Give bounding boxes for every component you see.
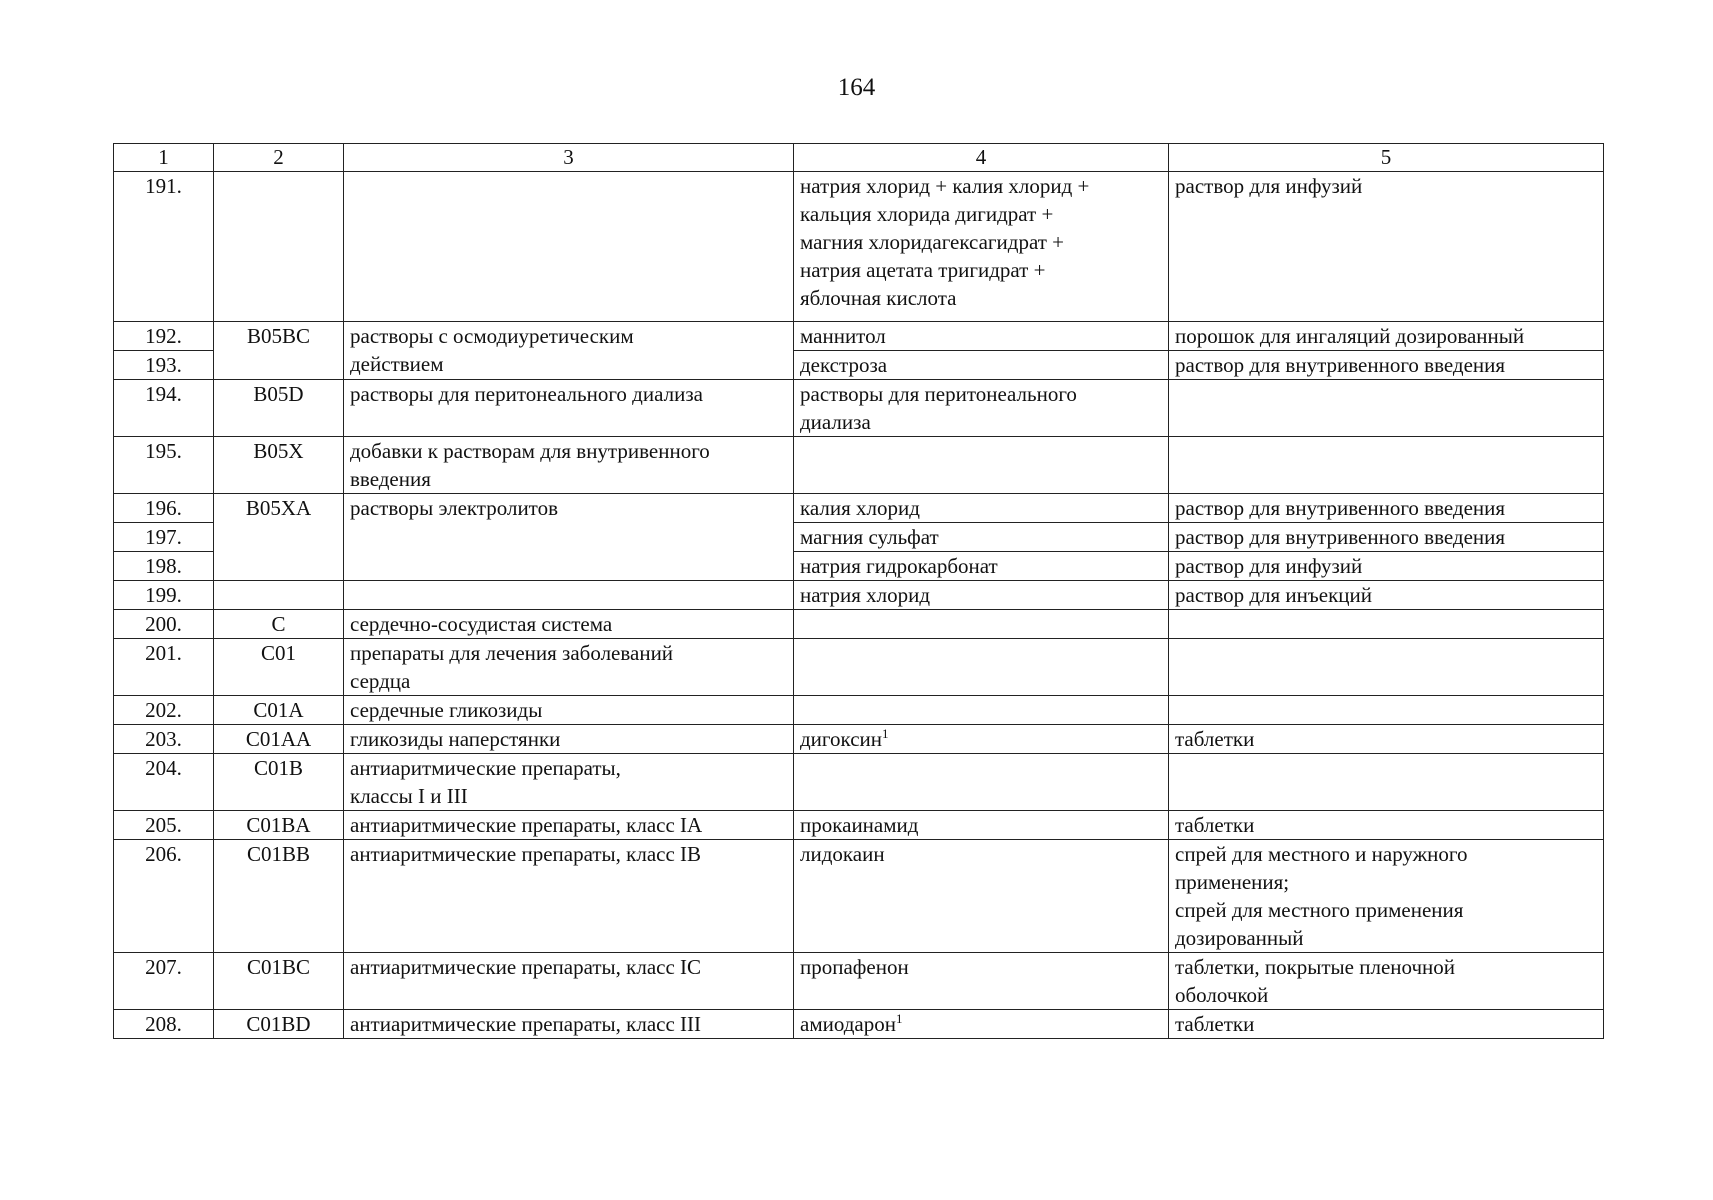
drug-name: лидокаин xyxy=(794,840,1169,953)
dosage-form: раствор для инъекций xyxy=(1169,581,1604,610)
table-row xyxy=(114,581,1604,610)
drug-name: натрия гидрокарбонат xyxy=(794,552,1169,581)
atc-code xyxy=(214,172,344,322)
group-name: добавки к растворам для внутривенного введения xyxy=(344,437,794,494)
drug-name: пропафенон xyxy=(794,953,1169,1010)
group-name: антиаритмические препараты, класс IC xyxy=(344,953,794,1010)
dosage-form: раствор для внутривенного введения xyxy=(1169,523,1604,552)
dosage-form: таблетки xyxy=(1169,1010,1604,1039)
column-header: 3 xyxy=(344,144,794,172)
dosage-form: раствор для внутривенного введения xyxy=(1169,351,1604,380)
row-number: 197. xyxy=(114,523,214,552)
page-number: 164 xyxy=(837,74,876,101)
group-name: растворы с осмодиуретическим действием xyxy=(344,322,794,380)
table-row xyxy=(114,840,1604,953)
drug-name xyxy=(794,639,1169,696)
atc-code: C01BA xyxy=(214,811,344,840)
dosage-form: таблетки xyxy=(1169,811,1604,840)
group-name xyxy=(344,581,794,610)
table-row xyxy=(114,494,1604,523)
atc-code xyxy=(214,581,344,610)
row-number: 206. xyxy=(114,840,214,953)
footnote-marker: 1 xyxy=(896,1011,903,1026)
dosage-form: раствор для инфузий xyxy=(1169,172,1604,322)
drug-name-text: дигоксин xyxy=(800,727,882,751)
group-name: антиаритмические препараты, класс III xyxy=(344,1010,794,1039)
group-name: антиаритмические препараты, класс IB xyxy=(344,840,794,953)
dosage-form xyxy=(1169,754,1604,811)
group-name: препараты для лечения заболеваний сердца xyxy=(344,639,794,696)
table-row xyxy=(114,610,1604,639)
drug-name: декстроза xyxy=(794,351,1169,380)
table-row xyxy=(114,725,1604,754)
atc-code: C01AA xyxy=(214,725,344,754)
group-name xyxy=(344,172,794,322)
drug-name: маннитол xyxy=(794,322,1169,351)
atc-code: B05XA xyxy=(214,494,344,581)
group-name: сердечные гликозиды xyxy=(344,696,794,725)
drug-name xyxy=(794,610,1169,639)
dosage-form: таблетки, покрытые пленочной оболочкой xyxy=(1169,953,1604,1010)
row-number: 205. xyxy=(114,811,214,840)
drug-name: прокаинамид xyxy=(794,811,1169,840)
drug-name: калия хлорид xyxy=(794,494,1169,523)
row-number: 194. xyxy=(114,380,214,437)
drug-name: растворы для перитонеального диализа xyxy=(794,380,1169,437)
row-number: 208. xyxy=(114,1010,214,1039)
table-row xyxy=(114,380,1604,437)
dosage-form xyxy=(1169,639,1604,696)
atc-code: C01 xyxy=(214,639,344,696)
row-number: 202. xyxy=(114,696,214,725)
row-number: 191. xyxy=(114,172,214,322)
dosage-form: порошок для ингаляций дозированный xyxy=(1169,322,1604,351)
row-number: 196. xyxy=(114,494,214,523)
row-number: 195. xyxy=(114,437,214,494)
atc-code: C01A xyxy=(214,696,344,725)
column-header: 1 xyxy=(114,144,214,172)
column-header: 5 xyxy=(1169,144,1604,172)
table-row xyxy=(114,754,1604,811)
drug-name-text: амиодарон xyxy=(800,1012,896,1036)
dosage-form xyxy=(1169,696,1604,725)
table-header-row xyxy=(114,144,1604,172)
group-name: антиаритмические препараты, класс IA xyxy=(344,811,794,840)
group-name: антиаритмические препараты, классы I и III xyxy=(344,754,794,811)
table-row xyxy=(114,322,1604,351)
row-number: 203. xyxy=(114,725,214,754)
atc-code: C xyxy=(214,610,344,639)
dosage-form xyxy=(1169,437,1604,494)
drug-name: магния сульфат xyxy=(794,523,1169,552)
table-row xyxy=(114,1010,1604,1039)
row-number: 204. xyxy=(114,754,214,811)
atc-code: C01BB xyxy=(214,840,344,953)
atc-code: B05D xyxy=(214,380,344,437)
group-name: растворы электролитов xyxy=(344,494,794,581)
table-row xyxy=(114,172,1604,322)
footnote-marker: 1 xyxy=(882,726,889,741)
column-header: 4 xyxy=(794,144,1169,172)
dosage-form: спрей для местного и наружного применения; спрей для местного применения дозированный xyxy=(1169,840,1604,953)
atc-code: C01BC xyxy=(214,953,344,1010)
column-header: 2 xyxy=(214,144,344,172)
drug-name xyxy=(794,725,1169,754)
dosage-form xyxy=(1169,610,1604,639)
atc-code: C01BD xyxy=(214,1010,344,1039)
drug-table xyxy=(113,143,1604,1039)
drug-name xyxy=(794,696,1169,725)
drug-name xyxy=(794,437,1169,494)
table-row xyxy=(114,811,1604,840)
group-name: сердечно-сосудистая система xyxy=(344,610,794,639)
row-number: 193. xyxy=(114,351,214,380)
dosage-form xyxy=(1169,380,1604,437)
table-row xyxy=(114,639,1604,696)
dosage-form: раствор для внутривенного введения xyxy=(1169,494,1604,523)
dosage-form: таблетки xyxy=(1169,725,1604,754)
group-name: растворы для перитонеального диализа xyxy=(344,380,794,437)
row-number: 199. xyxy=(114,581,214,610)
table-row xyxy=(114,437,1604,494)
row-number: 192. xyxy=(114,322,214,351)
drug-name: натрия хлорид xyxy=(794,581,1169,610)
atc-code: C01B xyxy=(214,754,344,811)
row-number: 198. xyxy=(114,552,214,581)
table-row xyxy=(114,953,1604,1010)
row-number: 207. xyxy=(114,953,214,1010)
drug-name: натрия хлорид + калия хлорид + кальция хлорида дигидрат + магния хлоридагексагидрат + натрия ацетата тригидрат + яблочная кислота xyxy=(794,172,1169,322)
row-number: 201. xyxy=(114,639,214,696)
group-name: гликозиды наперстянки xyxy=(344,725,794,754)
dosage-form: раствор для инфузий xyxy=(1169,552,1604,581)
drug-name xyxy=(794,754,1169,811)
table-row xyxy=(114,696,1604,725)
row-number: 200. xyxy=(114,610,214,639)
atc-code: B05X xyxy=(214,437,344,494)
atc-code: B05BC xyxy=(214,322,344,380)
drug-name xyxy=(794,1010,1169,1039)
